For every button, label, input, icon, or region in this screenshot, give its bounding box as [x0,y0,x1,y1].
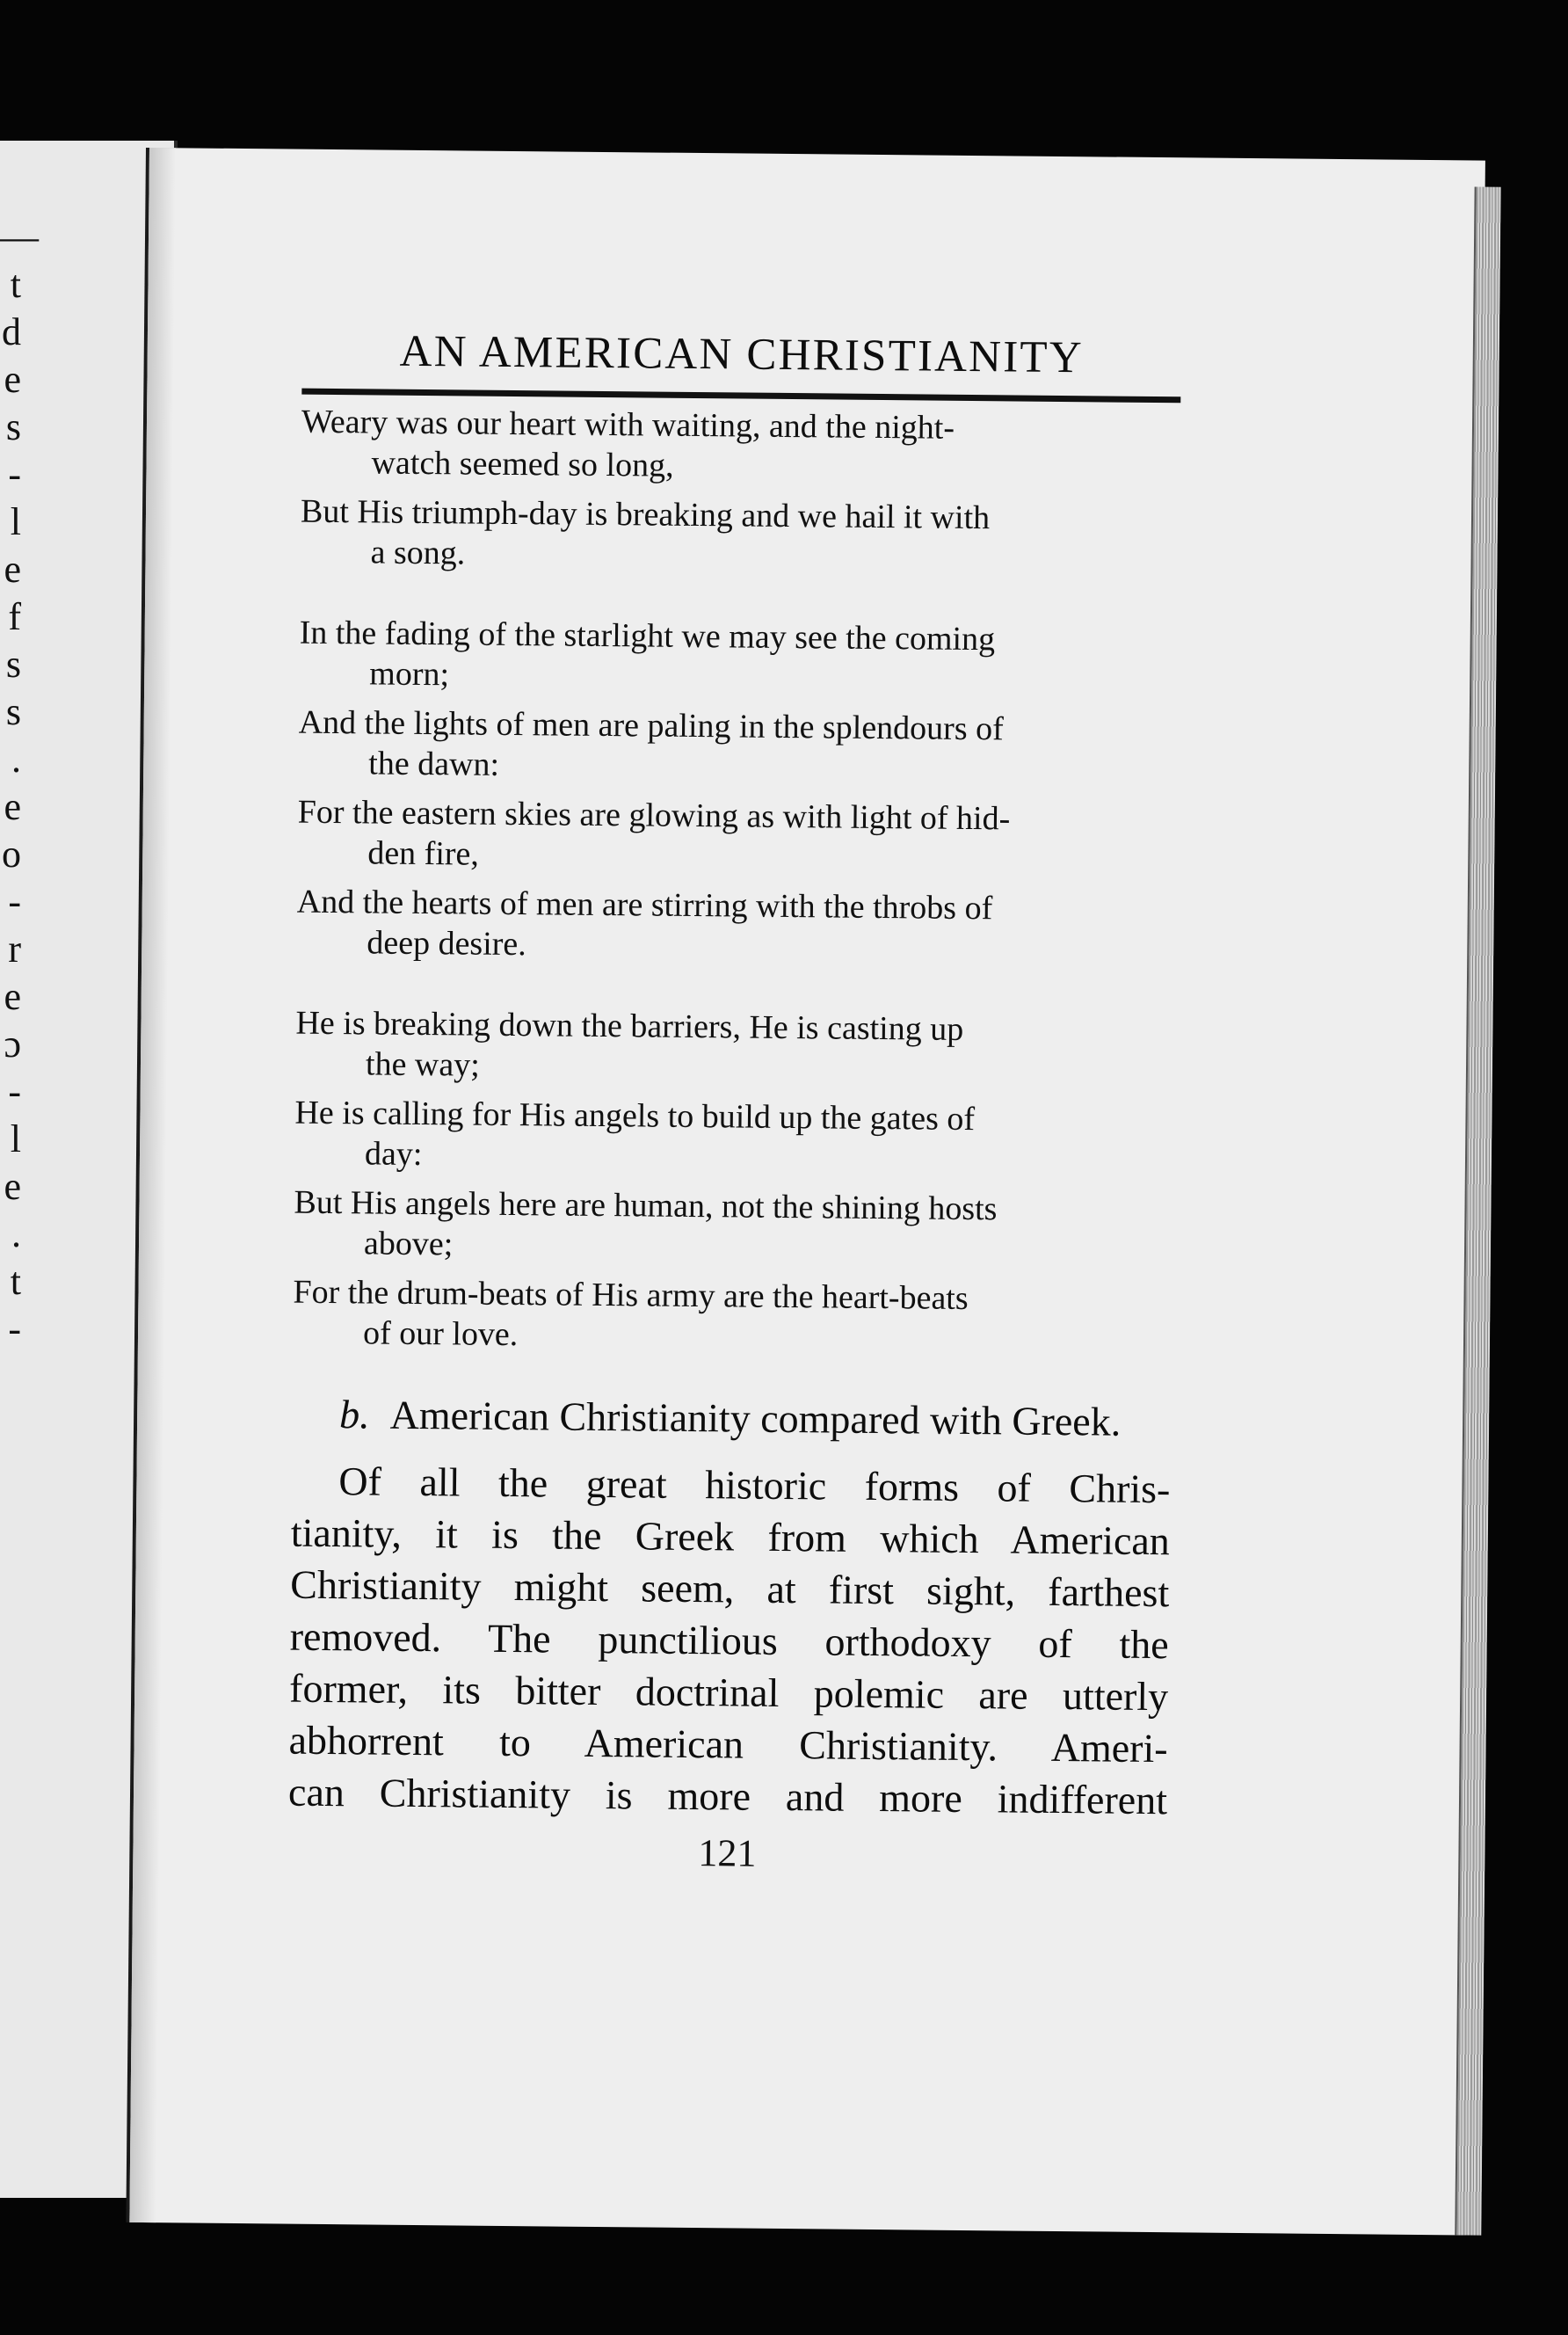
facing-page-text-fragment: e [4,548,21,591]
facing-page-text-fragment: - [8,1070,21,1113]
paragraph-line: tianity, it is the Greek from which American [290,1509,1171,1564]
facing-page-text-fragment: t [10,263,21,306]
facing-page-text-fragment: ɔ [4,1022,21,1066]
poem-line-turnover: day: [364,1135,423,1174]
paragraph-line: former, its bitter doctrinal polemic are utterly [288,1665,1169,1720]
poem [293,402,1180,1362]
poem-stanza [296,613,1179,971]
facing-page-text-fragment: f [8,595,21,638]
facing-page-text-fragment: o [2,833,21,876]
book-page [129,148,1485,2235]
body-paragraph [288,1455,1171,1827]
poem-line-text: For the drum-beats of His army are the heart-beats [293,1273,969,1318]
poem-line [301,402,1180,491]
poem-line-turnover: the dawn: [368,745,500,783]
poem-line-turnover: of our love. [362,1314,519,1354]
facing-page-text-fragment: e [4,785,21,828]
facing-page-text-fragment: — [0,215,39,258]
facing-page-text-fragment: e [4,1165,21,1208]
running-head: AN AMERICAN CHRISTIANITY [399,326,1085,383]
section-title: American Christianity compared with Greek. [389,1392,1122,1444]
paragraph-line: Of all the great historic forms of Chris- [338,1458,1171,1512]
facing-page-text-fragment: e [4,975,21,1018]
facing-page-text-fragment: s [5,643,21,686]
facing-page-text-fragment: - [8,1307,21,1350]
section-marker: b. [338,1392,370,1437]
facing-page-text-fragment: s [5,690,21,733]
poem-line [296,882,1176,971]
poem-line-text: But His triumph-day is breaking and we hail it with [300,492,991,537]
poem-line-turnover: the way; [365,1045,480,1084]
paragraph-line: abhorrent to American Christianity. Ameri- [288,1717,1168,1771]
page-fore-edge [1455,186,1500,2235]
paragraph-line: removed. The punctilious orthodoxy of the [289,1613,1169,1668]
facing-page-text-fragment: . [11,1212,21,1255]
poem-line-text: Weary was our heart with waiting, and the night- [301,403,955,447]
poem-line [294,1093,1174,1182]
poem-line [300,491,1180,581]
text-block [287,325,1181,1880]
poem-line [299,613,1179,702]
poem-line-turnover: watch seemed so long, [371,444,674,484]
poem-line-text: And the hearts of men are stirring with the throbs of [296,883,993,927]
poem-line-text: In the fading of the starlight we may see the coming [299,614,996,658]
poem-stanza [293,1003,1175,1362]
facing-page-text-fragment: l [10,1117,21,1160]
facing-page-text-fragment: e [4,358,21,401]
facing-page-text-fragment: - [8,880,21,923]
facing-page-text-fragment: . [11,738,21,781]
facing-page-text-fragment: l [10,500,21,543]
poem-line [295,1003,1175,1093]
facing-page-text-fragment: d [2,310,21,353]
poem-line [293,1272,1172,1362]
poem-line-turnover: a song. [370,534,466,572]
poem-line-text: And the lights of men are paling in the splendours of [298,703,1004,748]
paragraph-line: Christianity might seem, at first sight, farthest [290,1561,1170,1616]
poem-line-turnover: deep desire. [367,924,526,964]
facing-page-text-fragment: - [8,453,21,496]
poem-line-text: He is breaking down the barriers, He is casting up [295,1004,964,1048]
poem-stanza [300,402,1180,581]
facing-page-text-fragment: t [10,1260,21,1303]
facing-page-text-fragment: s [5,405,21,448]
poem-line [298,702,1178,792]
poem-line-text: For the eastern skies are glowing as with light of hid- [297,793,1011,838]
page-number: 121 [698,1831,757,1875]
poem-line-turnover: den fire, [367,834,480,873]
poem-line [297,792,1177,882]
poem-line-text: But His angels here are human, not the shining hosts [294,1183,998,1228]
poem-line-text: He is calling for His angels to build up the gates of [294,1094,976,1138]
poem-line-turnover: morn; [369,655,450,694]
poem-line-turnover: above; [363,1225,454,1263]
head-rule [301,389,1180,404]
paragraph-line: can Christianity is more and more indifferent [287,1769,1168,1823]
poem-line [294,1182,1173,1272]
facing-page-text-fragment: r [8,927,21,971]
section-heading [292,1390,1171,1448]
